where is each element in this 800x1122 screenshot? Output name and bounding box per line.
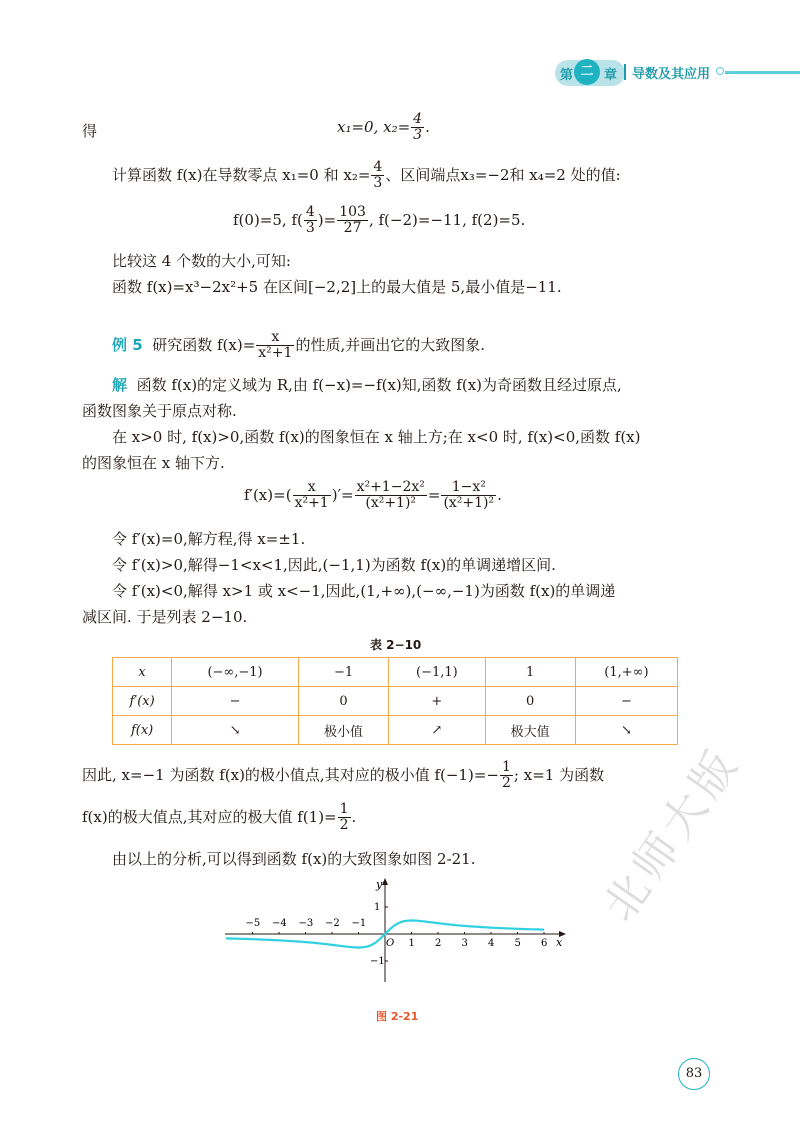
table-cell: (−∞,−1) <box>172 658 299 687</box>
step-zero: 令 f′(x)=0,解方程,得 x=±1. <box>112 530 306 548</box>
table-cell: f(x) <box>113 716 172 745</box>
x-tick-label: −5 <box>245 918 261 929</box>
evaluate-line: 计算函数 f(x)在导数零点 x₁=0 和 x₂= $\frac{4}{3}$ 、区间端点x₃=−2和 x₄=2 处的值: <box>112 159 621 192</box>
table-cell: ↘ <box>172 716 299 745</box>
figure-caption: 图 2-21 <box>376 1010 419 1023</box>
table-row <box>113 658 678 687</box>
solution-line-2: 函数图象关于原点对称. <box>82 402 237 420</box>
table-cell: − <box>575 687 677 716</box>
table-cell: x <box>113 658 172 687</box>
origin-label: O <box>386 938 395 949</box>
x-axis-label: x <box>556 936 563 949</box>
text-de: 得 <box>82 122 98 140</box>
x-tick-label: 4 <box>488 938 495 949</box>
conclusion-max: f(x)的极大值点,其对应的极大值 f(1)= $\frac{1}{2}$ . <box>82 801 357 834</box>
table-cell: (1,+∞) <box>575 658 677 687</box>
y-tick-label: 1 <box>374 902 381 913</box>
derivative-formula: f′(x)=( $\frac{x}{\text{x²+1}}$ )′= $\frac{\text{x²+1−2x²}}{\text{(x²+1)²}}$ = $\frac{\text{1−x²}}{\text{(x²+1)²}}$ . <box>244 479 502 512</box>
table-cell: 极小值 <box>298 716 388 745</box>
conclusion-min: 因此, x=−1 为函数 f(x)的极小值点,其对应的极小值 f(−1)=− $\frac{1}{2}$ ; x=1 为函数 <box>82 759 605 792</box>
x-tick-label: −1 <box>351 918 367 929</box>
table-cell: + <box>389 687 485 716</box>
header-rule <box>725 71 800 74</box>
table-caption: 表 2−10 <box>370 638 422 652</box>
table-row <box>113 687 678 716</box>
step-decreasing-cont: 减区间. 于是列表 2−10. <box>82 608 248 626</box>
chapter-suffix: 章 <box>604 68 618 83</box>
table-cell: − <box>172 687 299 716</box>
chapter-title: 导数及其应用 <box>632 67 711 82</box>
chapter-prefix: 第 <box>560 68 574 83</box>
x-tick-label: −4 <box>272 918 287 929</box>
values-line: f(0)=5, f( $\frac{4}{3}$ )= $\frac{103}{27}$ , f(−2)=−11, f(2)=5. <box>233 204 526 237</box>
x-tick-label: 3 <box>461 938 468 949</box>
solution-label: 解 <box>112 376 128 394</box>
x-tick-label: 2 <box>435 938 442 949</box>
compare-line: 比较这 4 个数的大小,可知: <box>112 252 291 270</box>
step-decreasing: 令 f′(x)<0,解得 x>1 或 x<−1,因此,(1,+∞),(−∞,−1)为函数 f(x)的单调递 <box>112 582 616 600</box>
table-cell: 0 <box>298 687 388 716</box>
solution-line-1: 解 函数 f(x)的定义域为 R,由 f(−x)=−f(x)知,函数 f(x)为奇函数且经过原点, <box>112 376 622 394</box>
example-heading: 例 5 研究函数 f(x)= $\frac{x}{\text{x²+1}}$ 的性质,并画出它的大致图象. <box>112 329 485 362</box>
page-number: 83 <box>678 1058 710 1090</box>
table-cell: 极大值 <box>485 716 575 745</box>
table-cell: ↘ <box>575 716 677 745</box>
y-axis-label: y <box>376 878 383 891</box>
table-cell: −1 <box>298 658 388 687</box>
solution-line-4: 的图象恒在 x 轴下方. <box>82 454 225 472</box>
watermark: 北师大版 <box>594 737 751 931</box>
x-tick-label: −3 <box>298 918 314 929</box>
monotonicity-table <box>112 657 678 745</box>
table-cell: 1 <box>485 658 575 687</box>
example-label: 例 5 <box>112 335 143 354</box>
x-tick-label: 1 <box>408 938 415 949</box>
header-dot-icon <box>716 67 724 75</box>
table-cell: (−1,1) <box>389 658 485 687</box>
table-row <box>113 716 678 745</box>
y-axis-arrow-icon <box>382 878 388 885</box>
step-increasing: 令 f′(x)>0,解得−1<x<1,因此,(−1,1)为函数 f(x)的单调递增区间. <box>112 556 556 574</box>
roots-line: x₁=0, x₂= $\frac{4}{3}$ . <box>337 111 430 144</box>
x-tick-label: 6 <box>541 938 548 949</box>
table-cell: f′(x) <box>113 687 172 716</box>
x-tick-label: −2 <box>325 918 340 929</box>
solution-line-3: 在 x>0 时, f(x)>0,函数 f(x)的图象恒在 x 轴上方;在 x<0 时, f(x)<0,函数 f(x) <box>112 428 641 446</box>
conclusion-line: 函数 f(x)=x³−2x²+5 在区间[−2,2]上的最大值是 5,最小值是−11. <box>112 278 562 296</box>
figure-intro: 由以上的分析,可以得到函数 f(x)的大致图象如图 2-21. <box>112 850 476 868</box>
header-divider <box>624 64 626 80</box>
function-graph <box>210 870 580 990</box>
table-cell: 0 <box>485 687 575 716</box>
chapter-number: 二 <box>574 59 600 85</box>
x-tick-label: 5 <box>514 938 521 949</box>
y-tick-label: −1 <box>370 956 385 967</box>
table-cell: ↗ <box>389 716 485 745</box>
